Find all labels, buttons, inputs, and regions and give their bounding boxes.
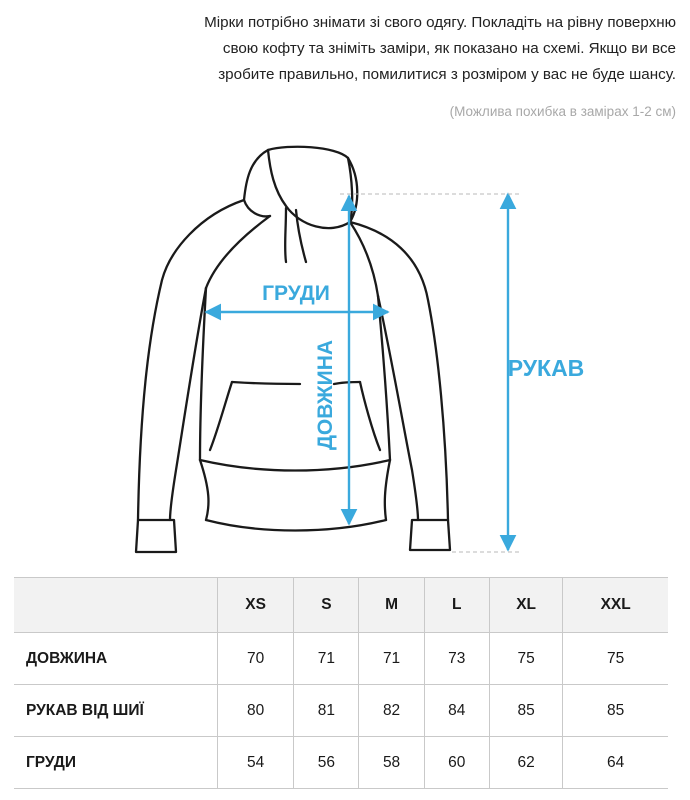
table-cell: 73 <box>424 633 489 685</box>
size-header: XL <box>489 578 562 633</box>
intro-line: зробите правильно, помилитися з розміром у вас не буде шансу. <box>218 66 676 83</box>
table-row <box>14 737 668 789</box>
size-table <box>14 577 668 789</box>
table-cell: 64 <box>563 737 668 789</box>
measure-arrows <box>206 194 508 550</box>
table-cell: 58 <box>359 737 424 789</box>
hoodie-outline <box>136 147 450 552</box>
table-cell: 75 <box>563 633 668 685</box>
table-cell: 82 <box>359 685 424 737</box>
size-header-row <box>14 578 668 633</box>
table-cell: 60 <box>424 737 489 789</box>
table-row <box>14 633 668 685</box>
table-cell: 71 <box>359 633 424 685</box>
table-cell: 85 <box>563 685 668 737</box>
size-header: S <box>294 578 359 633</box>
table-cell: 85 <box>489 685 562 737</box>
row-label: ДОВЖИНА <box>14 633 218 685</box>
table-cell: 54 <box>218 737 294 789</box>
table-cell: 84 <box>424 685 489 737</box>
sleeve-label: РУКАВ <box>507 355 585 381</box>
length-label: ДОВЖИНА <box>314 339 337 451</box>
table-cell: 56 <box>294 737 359 789</box>
row-label: РУКАВ ВІД ШИЇ <box>14 685 218 737</box>
size-header: XS <box>218 578 294 633</box>
table-corner <box>14 578 218 633</box>
size-header: M <box>359 578 424 633</box>
intro-line: Мірки потрібно знімати зі свого одягу. Покладіть на рівну поверхню <box>204 14 676 31</box>
table-cell: 71 <box>294 633 359 685</box>
row-label: ГРУДИ <box>14 737 218 789</box>
table-cell: 75 <box>489 633 562 685</box>
intro-text <box>16 10 676 88</box>
table-cell: 62 <box>489 737 562 789</box>
guide-lines <box>340 194 522 552</box>
hoodie-diagram <box>0 130 690 575</box>
table-row <box>14 685 668 737</box>
size-header: XXL <box>563 578 668 633</box>
table-cell: 80 <box>218 685 294 737</box>
chest-label: ГРУДИ <box>262 282 330 305</box>
intro-line: свою кофту та зніміть заміри, як показано на схемі. Якщо ви все <box>222 40 676 57</box>
size-header: L <box>424 578 489 633</box>
measurement-error-note: (Можлива похибка в замірах 1-2 см) <box>449 104 676 119</box>
table-cell: 70 <box>218 633 294 685</box>
table-cell: 81 <box>294 685 359 737</box>
